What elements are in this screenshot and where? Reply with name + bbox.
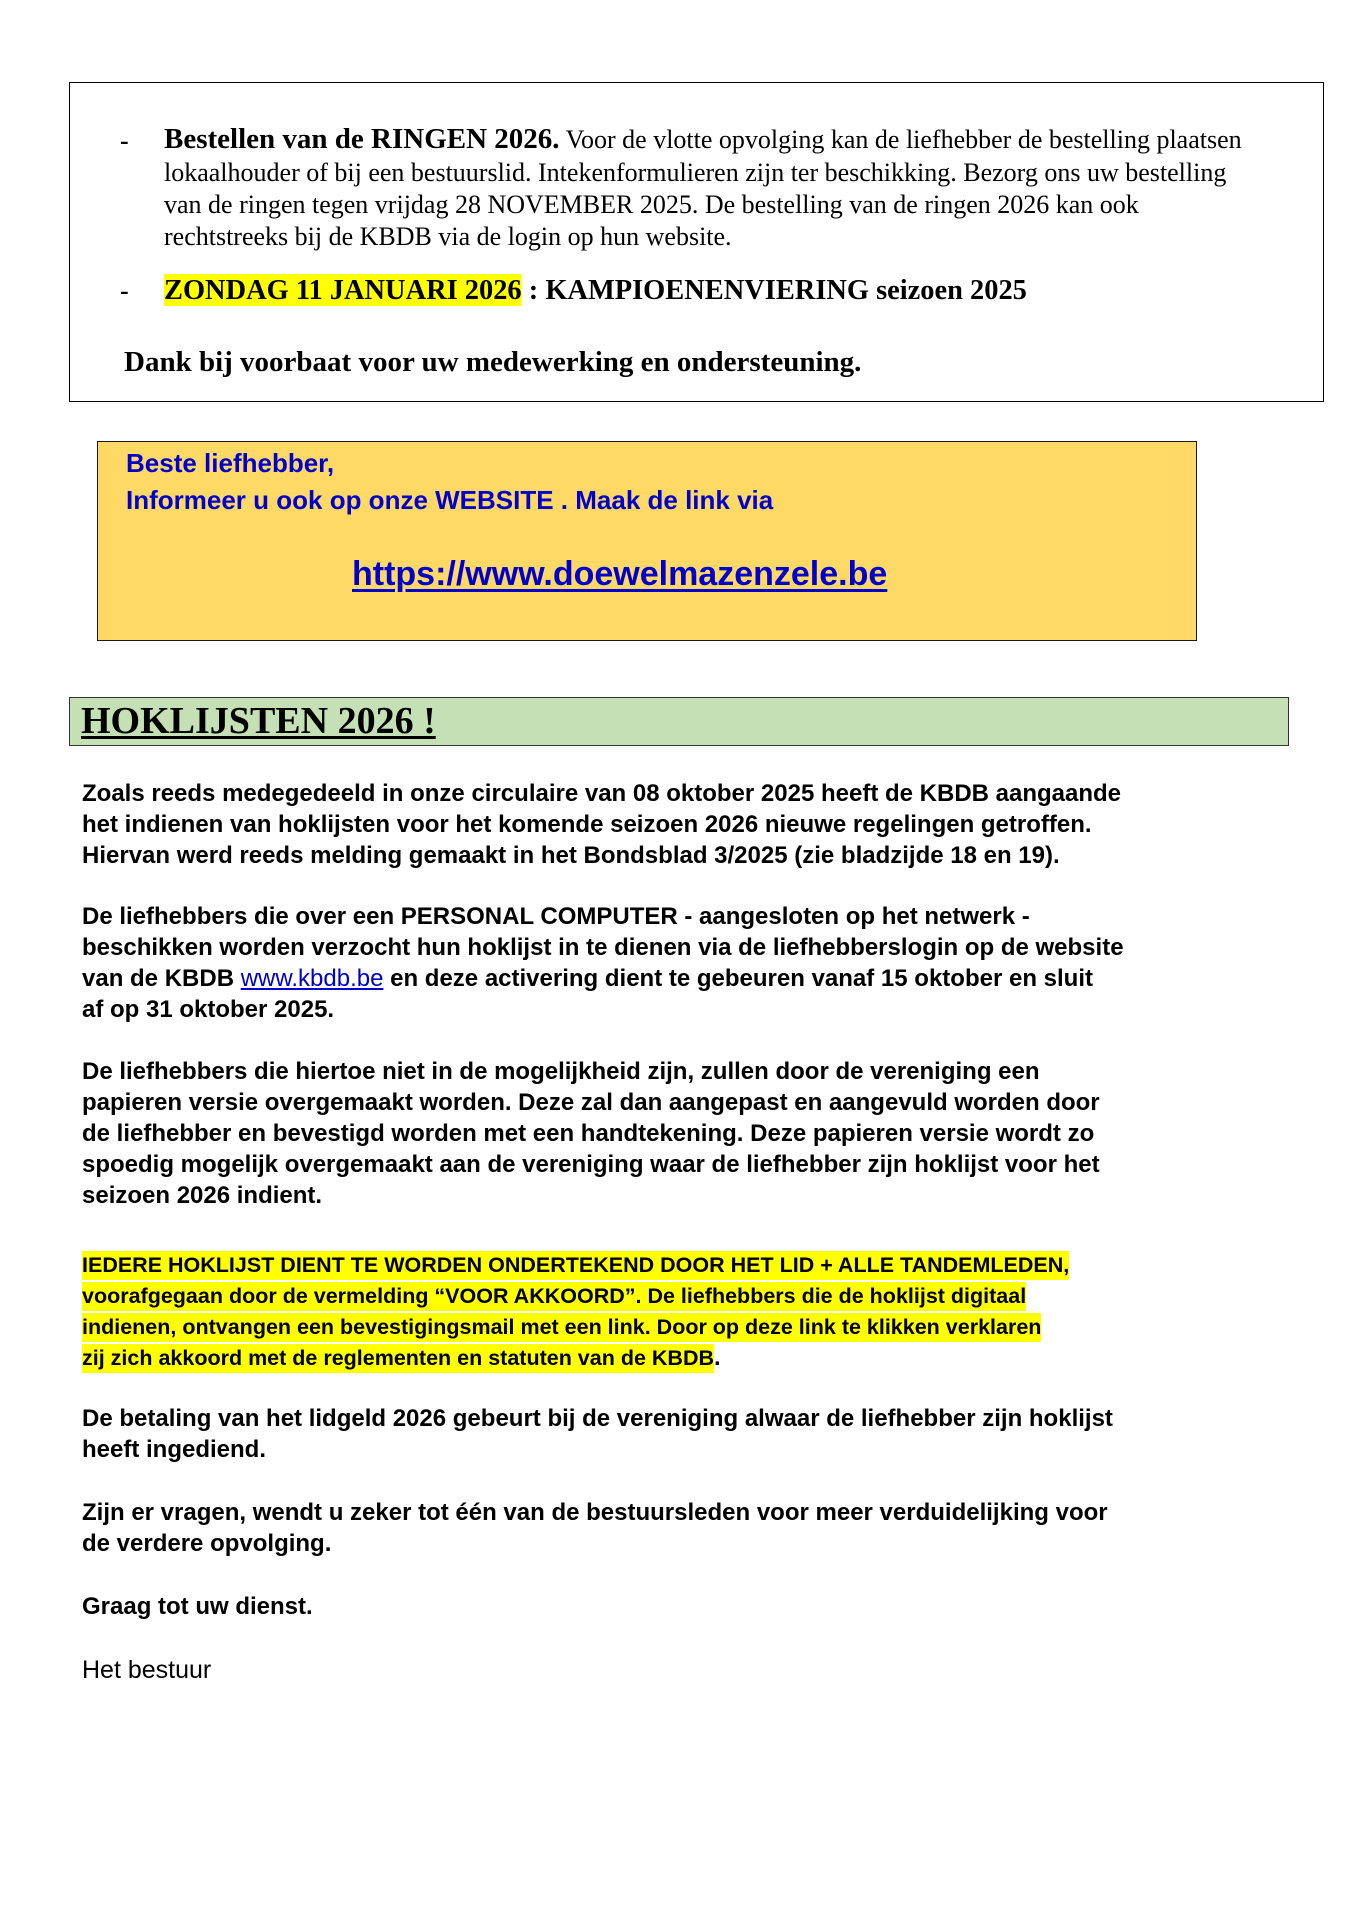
ringen-text: Voor de vlotte opvolging kan de liefhebber de bestelling plaatsen [565,125,1242,154]
para1-line: Zoals reeds medegedeeld in onze circulaire van 08 oktober 2025 heeft de KBDB aangaande [82,780,1122,807]
event-description: : KAMPIOENENVIERING seizoen 2025 [521,274,1027,306]
para3-line: de liefhebber en bevestigd worden met een handtekening. Deze papieren versie wordt zo [82,1120,1095,1147]
para2-line: beschikken worden verzocht hun hoklijst in te dienen via de liefhebberslogin op de website [82,934,1124,961]
para3-line: seizoen 2026 indient. [82,1182,323,1209]
para1-line: Hiervan werd reeds melding gemaakt in het Bondsblad 3/2025 (zie bladzijde 18 en 19). [82,842,1060,869]
para2-line: De liefhebbers die over een PERSONAL COMPUTER - aangesloten op het netwerk - [82,903,1030,930]
highlight-line [82,1251,1069,1279]
para6-line: Zijn er vragen, wendt u zeker tot één van de bestuursleden voor meer verduidelijking voor [82,1499,1108,1526]
hoklijsten-title: HOKLIJSTEN 2026 ! [81,700,436,742]
thanks-line: Dank bij voorbaat voor uw medewerking en ondersteuning. [124,346,862,378]
event-date-highlight: ZONDAG 11 JANUARI 2026 [164,274,522,306]
highlight-line [82,1282,1026,1310]
para5-line: heeft ingediend. [82,1436,267,1463]
highlight-line [82,1313,1041,1341]
highlight-end: . [714,1344,721,1371]
bullet-dash: - [120,126,129,155]
para2-line: af op 31 oktober 2025. [82,996,335,1023]
kbdb-link[interactable]: www.kbdb.be [240,965,384,992]
website-intro: Informeer u ook op onze WEBSITE . Maak de link via [126,485,774,515]
website-greeting: Beste liefhebber, [126,448,335,478]
para3-line: spoedig mogelijk overgemaakt aan de vereniging waar de liefhebber zijn hoklijst voor het [82,1151,1100,1178]
event-line [164,274,1027,307]
para1-line: het indienen van hoklijsten voor het komende seizoen 2026 nieuwe regelingen getroffen. [82,811,1092,838]
ringen-line-1 [164,124,1242,155]
para2-text: en deze activering dient te gebeuren vanaf 15 oktober en sluit [383,965,1093,992]
highlight-text: voorafgegaan door de vermelding “VOOR AKKOORD”. De liefhebbers die de hoklijst digitaal [82,1282,1026,1311]
closing-line: Graag tot uw dienst. [82,1593,313,1620]
ringen-line-3: van de ringen tegen vrijdag 28 NOVEMBER 2025. De bestelling van de ringen 2026 kan ook [164,190,1139,219]
para3-line: De liefhebbers die hiertoe niet in de mogelijkheid zijn, zullen door de vereniging een [82,1058,1040,1085]
highlight-line [82,1344,721,1372]
bullet-dash: - [120,276,129,305]
para2-line [82,965,1093,993]
ringen-heading: Bestellen van de RINGEN 2026. [164,123,560,155]
ringen-line-4: rechtstreeks bij de KBDB via de login op hun website. [164,222,732,251]
para5-line: De betaling van het lidgeld 2026 gebeurt bij de vereniging alwaar de liefhebber zijn hoklijst [82,1405,1113,1432]
highlight-text: indienen, ontvangen een bevestigingsmail met een link. Door op deze link te klikken verklaren [82,1313,1041,1342]
signature: Het bestuur [82,1656,212,1684]
para6-line: de verdere opvolging. [82,1530,332,1557]
para2-text: van de KBDB [82,965,241,992]
highlight-text: zij zich akkoord met de reglementen en statuten van de KBDB [82,1344,714,1373]
para3-line: papieren versie overgemaakt worden. Deze zal dan aangepast en aangevuld worden door [82,1089,1100,1116]
website-link[interactable]: https://www.doewelmazenzele.be [352,555,888,593]
ringen-line-2: lokaalhouder of bij een bestuurslid. Intekenformulieren zijn ter beschikking. Bezorg ons uw bestelling [164,158,1227,187]
highlight-text: IEDERE HOKLIJST DIENT TE WORDEN ONDERTEKEND DOOR HET LID + ALLE TANDEMLEDEN, [82,1251,1069,1280]
